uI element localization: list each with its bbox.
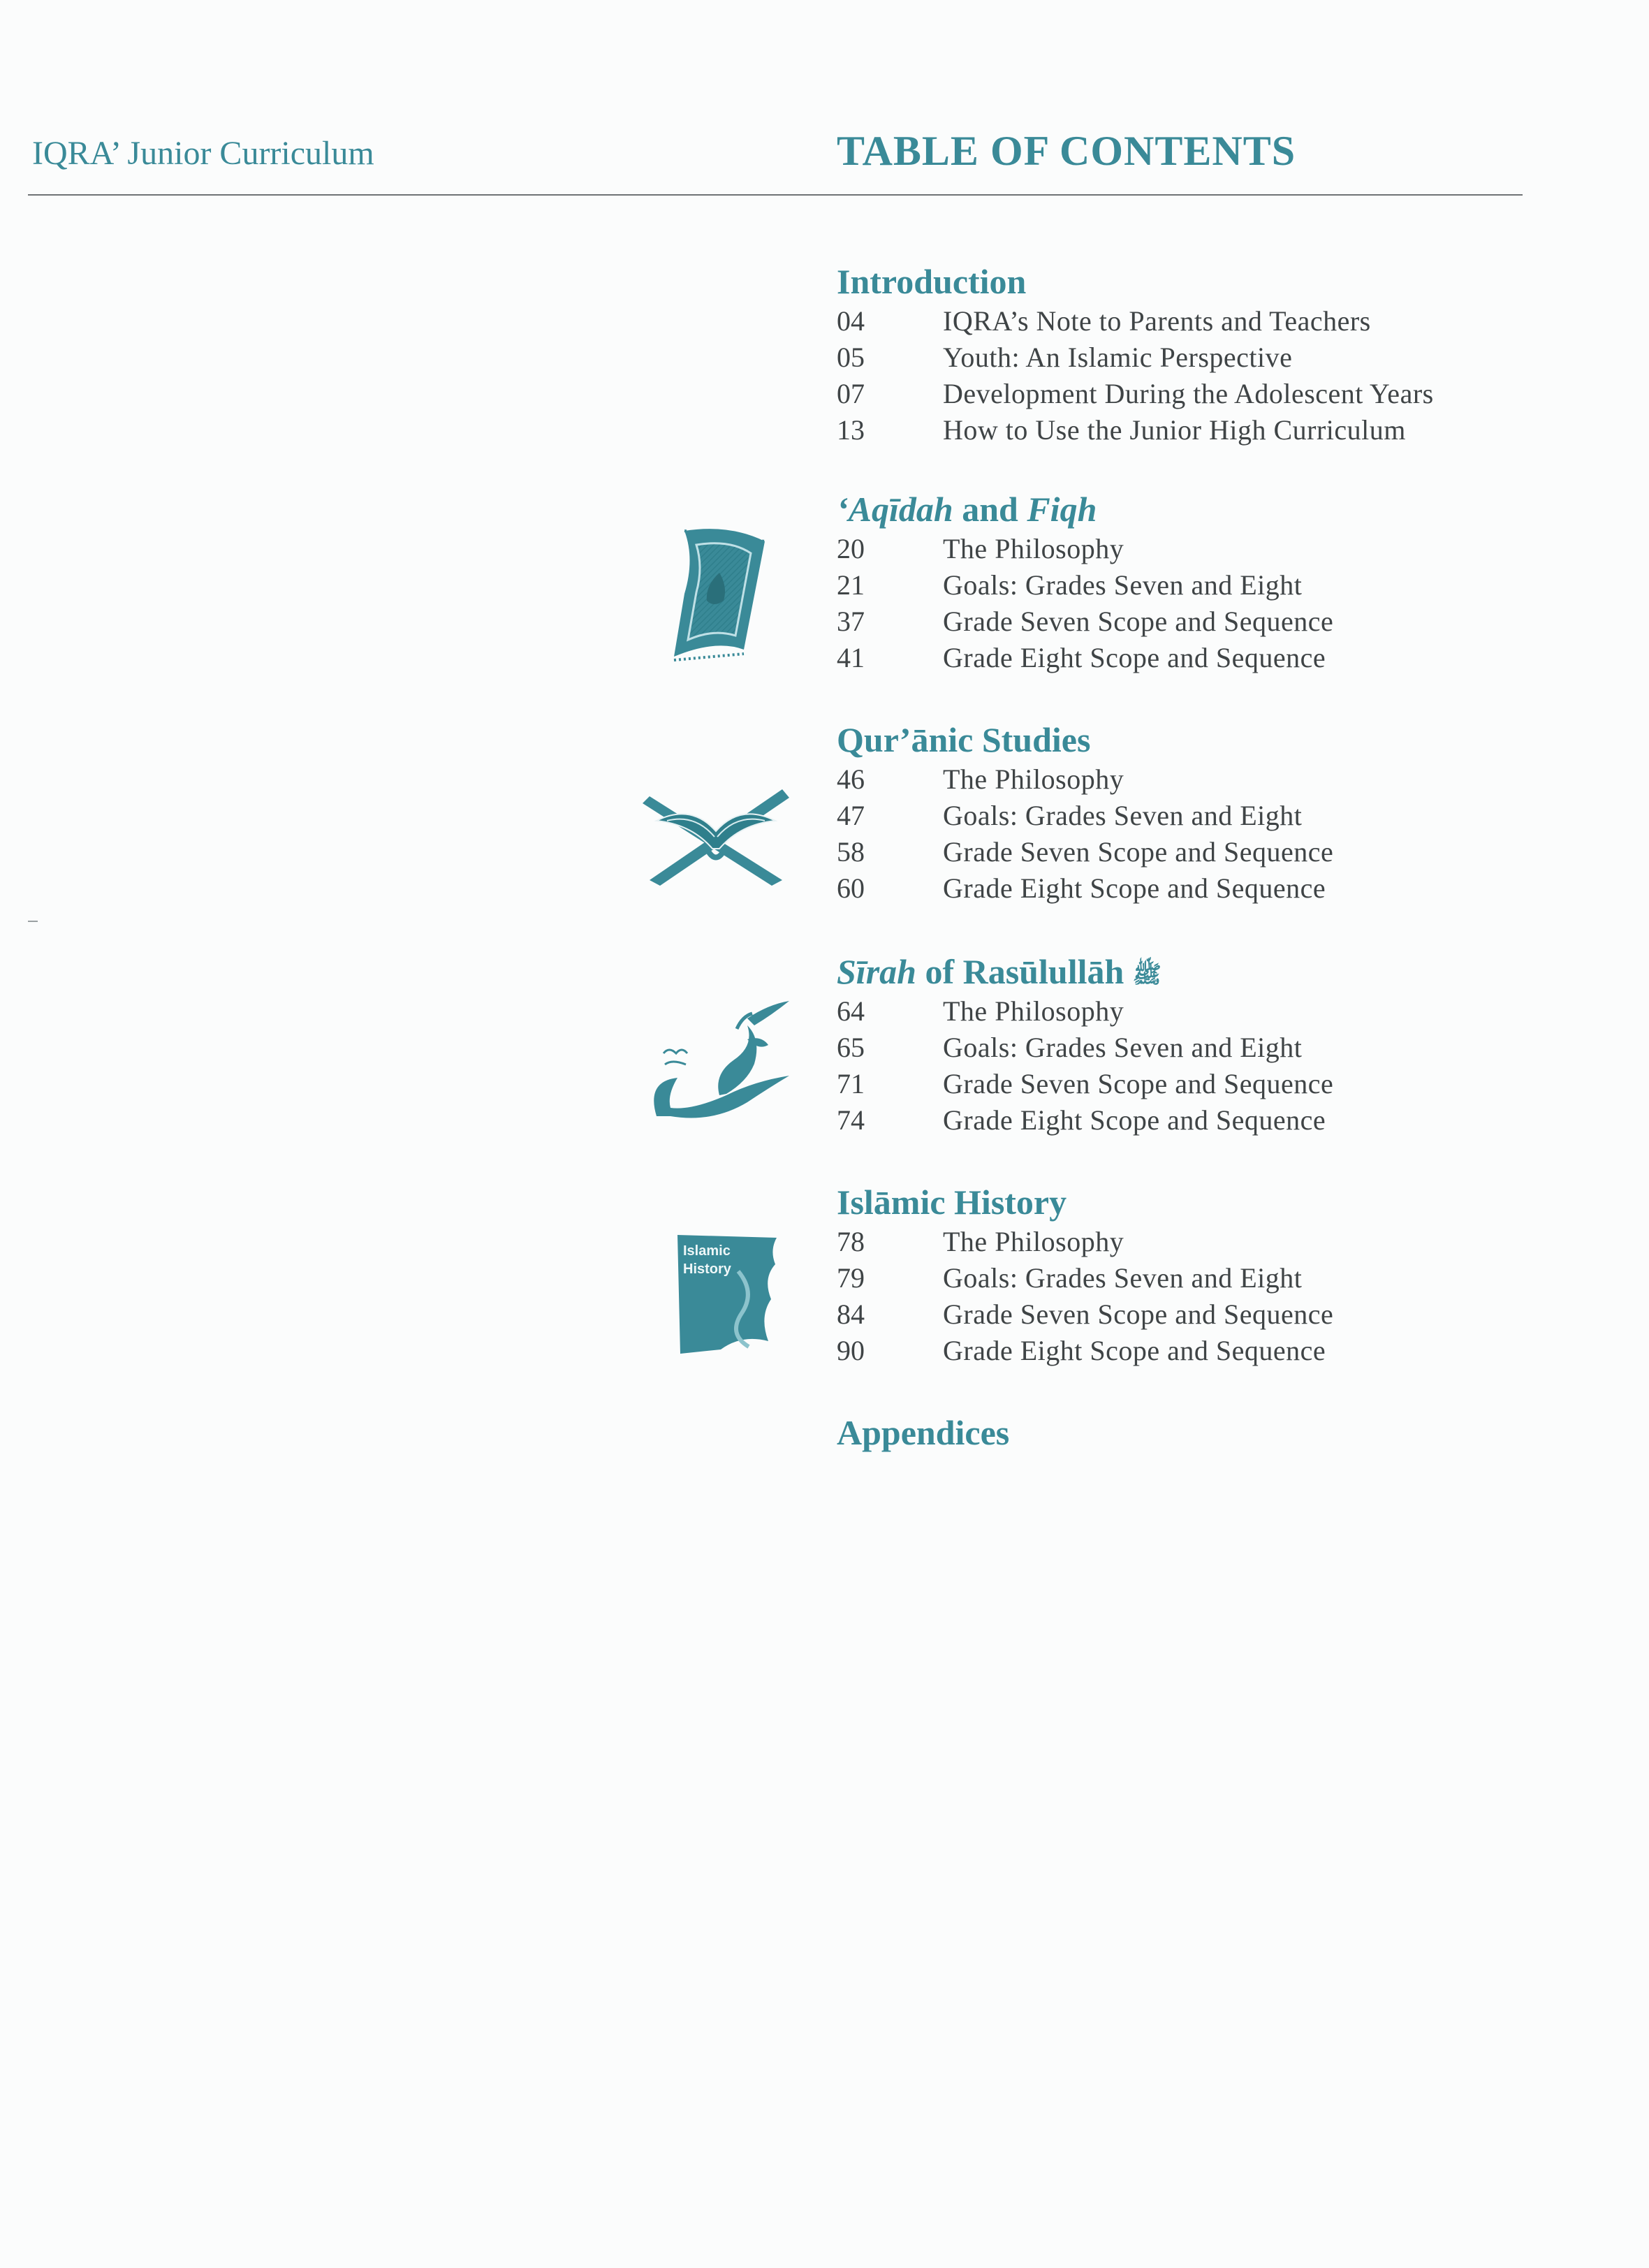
toc-entry[interactable] xyxy=(837,412,1535,448)
toc-entry[interactable] xyxy=(837,1066,1535,1102)
section-title-introduction: Introduction xyxy=(837,262,1027,301)
toc-entry-title: Grade Eight Scope and Sequence xyxy=(943,1335,1326,1366)
icon-label: Islamic xyxy=(683,1243,731,1259)
toc-page-number: 07 xyxy=(837,378,865,409)
toc-entry-title: Development During the Adolescent Years xyxy=(943,378,1434,409)
toc-entry-title: Goals: Grades Seven and Eight xyxy=(943,1032,1303,1063)
toc-page-number: 47 xyxy=(837,800,865,831)
toc-entry[interactable] xyxy=(837,870,1535,907)
section-quranic-studies xyxy=(837,718,1535,907)
prayer-rug-icon xyxy=(646,517,772,678)
toc-page-number: 21 xyxy=(837,569,865,601)
toc-entry[interactable] xyxy=(837,603,1535,640)
section-title-appendices[interactable]: Appendices xyxy=(837,1413,1010,1452)
toc-page-number: 79 xyxy=(837,1262,865,1294)
toc-entry[interactable] xyxy=(837,376,1535,412)
section-title-part: Sīrah xyxy=(837,952,916,991)
toc-entry[interactable] xyxy=(837,339,1535,376)
toc-entry-title: Goals: Grades Seven and Eight xyxy=(943,800,1303,831)
toc-page-number: 41 xyxy=(837,642,865,673)
toc-page-number: 74 xyxy=(837,1104,865,1136)
toc-entry-title: Youth: An Islamic Perspective xyxy=(943,342,1293,373)
toc-entry[interactable] xyxy=(837,531,1535,567)
toc-entry-title: IQRA’s Note to Parents and Teachers xyxy=(943,305,1371,337)
section-title-islamic-history: Islāmic History xyxy=(837,1183,1067,1222)
history-scroll-icon xyxy=(672,1229,784,1355)
quran-stand-icon xyxy=(643,782,789,887)
section-title-part: and xyxy=(953,490,1027,529)
toc-entry[interactable] xyxy=(837,1333,1535,1369)
section-title-part: Fiqh xyxy=(1027,490,1097,529)
toc-entry-title: Grade Eight Scope and Sequence xyxy=(943,1104,1326,1136)
section-title-part: ‘Aqīdah xyxy=(837,490,953,529)
section-islamic-history xyxy=(837,1180,1535,1369)
toc-entry[interactable] xyxy=(837,798,1535,834)
toc-page-number: 71 xyxy=(837,1068,865,1099)
section-introduction xyxy=(837,260,1535,448)
toc-page-number: 90 xyxy=(837,1335,865,1366)
toc-page-number: 37 xyxy=(837,606,865,637)
toc-entry-title: Grade Seven Scope and Sequence xyxy=(943,1298,1334,1330)
toc-entry-title: Goals: Grades Seven and Eight xyxy=(943,1262,1303,1294)
toc-entry-title: The Philosophy xyxy=(943,995,1124,1027)
toc-page-number: 13 xyxy=(837,414,865,446)
toc-page-number: 20 xyxy=(837,533,865,564)
toc-entry[interactable] xyxy=(837,761,1535,798)
margin-mark xyxy=(28,921,38,922)
toc-entry[interactable] xyxy=(837,303,1535,339)
toc-page-number: 58 xyxy=(837,836,865,868)
section-sirah xyxy=(837,950,1535,1139)
pbuh-symbol: ﷺ xyxy=(1132,962,1161,988)
toc-entry-title: The Philosophy xyxy=(943,533,1124,564)
toc-entry-title: How to Use the Junior High Curriculum xyxy=(943,414,1406,446)
toc-entry[interactable] xyxy=(837,834,1535,870)
toc-entry-title: Grade Seven Scope and Sequence xyxy=(943,606,1334,637)
toc-entry-title: Grade Eight Scope and Sequence xyxy=(943,642,1326,673)
toc-page-number: 84 xyxy=(837,1298,865,1330)
toc-entry[interactable] xyxy=(837,567,1535,603)
toc-entry-title: Grade Seven Scope and Sequence xyxy=(943,836,1334,868)
toc-entry[interactable] xyxy=(837,1296,1535,1333)
toc-entry-title: Grade Seven Scope and Sequence xyxy=(943,1068,1334,1099)
toc-page-number: 60 xyxy=(837,872,865,904)
section-title-part: of Rasūlullāh xyxy=(916,952,1124,991)
toc-page-number: 46 xyxy=(837,763,865,795)
toc-entry-title: The Philosophy xyxy=(943,1226,1124,1257)
toc-entry[interactable] xyxy=(837,640,1535,676)
toc-entry[interactable] xyxy=(837,1224,1535,1260)
running-head: IQRA’ Junior Curriculum xyxy=(32,135,374,172)
section-appendices xyxy=(837,1411,1535,1454)
section-title-sirah xyxy=(837,950,1535,993)
toc-page-number: 78 xyxy=(837,1226,865,1257)
toc-entry-title: Grade Eight Scope and Sequence xyxy=(943,872,1326,904)
toc-entry[interactable] xyxy=(837,1030,1535,1066)
header-rule xyxy=(28,194,1523,196)
section-title-aqidah-fiqh xyxy=(837,488,1535,531)
toc-page-number: 04 xyxy=(837,305,865,337)
toc-entry-title: The Philosophy xyxy=(943,763,1124,795)
toc-entry-title: Goals: Grades Seven and Eight xyxy=(943,569,1303,601)
toc-page-number: 64 xyxy=(837,995,865,1027)
toc-page-number: 05 xyxy=(837,342,865,373)
toc-entry[interactable] xyxy=(837,1260,1535,1296)
muhammad-calligraphy-icon xyxy=(650,997,803,1123)
page-title: TABLE OF CONTENTS xyxy=(837,128,1296,174)
toc-entry[interactable] xyxy=(837,1102,1535,1139)
toc-page-number: 65 xyxy=(837,1032,865,1063)
section-aqidah-fiqh xyxy=(837,488,1535,676)
toc-entry[interactable] xyxy=(837,993,1535,1030)
icon-label: History xyxy=(683,1261,731,1277)
section-title-quranic-studies: Qur’ānic Studies xyxy=(837,720,1091,759)
